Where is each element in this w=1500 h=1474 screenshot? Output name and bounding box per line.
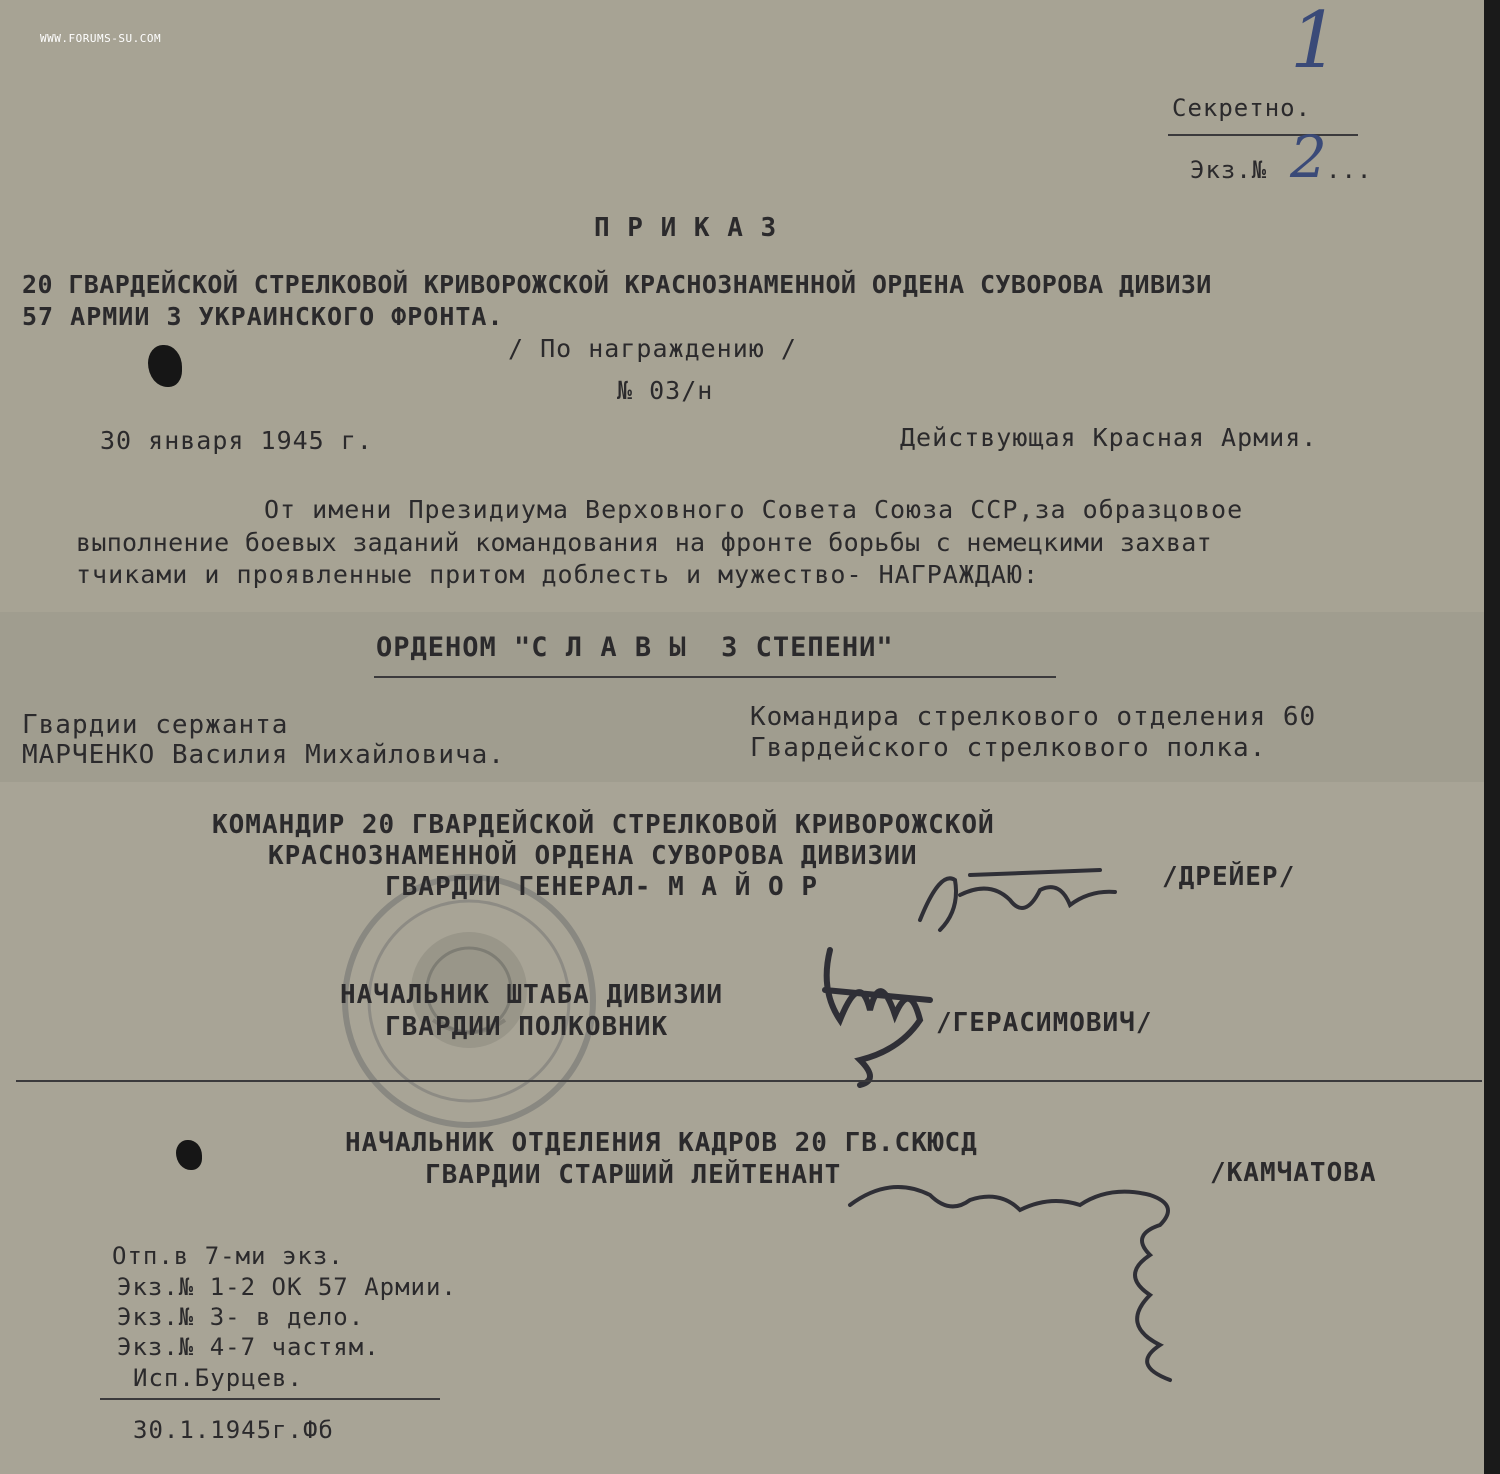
body-line1: От имени Президиума Верховного Совета Союза ССР,за образцовое — [264, 495, 1244, 524]
separator-line — [16, 1080, 1482, 1082]
order-place: Действующая Красная Армия. — [900, 423, 1318, 452]
scan-edge — [1484, 0, 1500, 1474]
distribution-line2: Экз.№ 1-2 ОК 57 Армии. — [117, 1273, 457, 1301]
copy-suffix: ... — [1326, 156, 1373, 184]
copy-label: Экз.№ — [1190, 156, 1268, 184]
awardee-rank: Гвардии сержанта — [22, 710, 289, 740]
secrecy-underline — [1168, 134, 1358, 136]
commander-line3: ГВАРДИИ ГЕНЕРАЛ- М А Й О Р — [385, 872, 818, 902]
personnel-chief-name: /КАМЧАТОВА — [1210, 1158, 1377, 1188]
awardee-position-line2: Гвардейского стрелкового полка. — [750, 733, 1267, 763]
watermark: WWW.FORUMS-SU.COM — [40, 32, 162, 45]
order-heading: П Р И К А З — [594, 213, 778, 243]
order-title-line1: 20 ГВАРДЕЙСКОЙ СТРЕЛКОВОЙ КРИВОРОЖСКОЙ КРАСНОЗНАМЕННОЙ ОРДЕНА СУВОРОВА ДИВИЗИ — [22, 270, 1212, 299]
body-line3: тчиками и проявленные притом доблесть и мужество- НАГРАЖДАЮ: — [76, 560, 1040, 589]
page-number-handwritten: 1 — [1290, 0, 1341, 86]
award-underline — [374, 676, 1056, 678]
commander-signature — [900, 850, 1150, 940]
chief-of-staff-name: /ГЕРАСИМОВИЧ/ — [936, 1008, 1153, 1038]
personnel-chief-signature — [830, 1165, 1210, 1395]
awardee-name: МАРЧЕНКО Василия Михайловича. — [22, 740, 505, 770]
distribution-line4: Экз.№ 4-7 частям. — [117, 1333, 380, 1361]
personnel-chief-line2: ГВАРДИИ СТАРШИЙ ЛЕЙТЕНАНТ — [425, 1160, 842, 1190]
distribution-line1: Отп.в 7-ми экз. — [112, 1242, 344, 1270]
commander-line1: КОМАНДИР 20 ГВАРДЕЙСКОЙ СТРЕЛКОВОЙ КРИВОРОЖСКОЙ — [212, 810, 995, 840]
body-line2: выполнение боевых заданий командования на фронте борьбы с немецкими захват — [76, 528, 1212, 557]
commander-line2: КРАСНОЗНАМЕННОЙ ОРДЕНА СУВОРОВА ДИВИЗИИ — [268, 841, 918, 871]
punch-hole-bottom — [176, 1140, 202, 1170]
distribution-line5: Исп.Бурцев. — [133, 1364, 303, 1392]
award-title: ОРДЕНОМ "С Л А В Ы 3 СТЕПЕНИ" — [376, 632, 894, 663]
distribution-underline — [100, 1398, 440, 1400]
footer-date: 30.1.1945г.Фб — [133, 1416, 334, 1444]
order-title-line2: 57 АРМИИ 3 УКРАИНСКОГО ФРОНТА. — [22, 302, 504, 331]
secrecy-label: Секретно. — [1172, 94, 1312, 122]
commander-name: /ДРЕЙЕР/ — [1162, 862, 1296, 892]
chief-of-staff-signature — [800, 930, 950, 1090]
personnel-chief-line1: НАЧАЛЬНИК ОТДЕЛЕНИЯ КАДРОВ 20 ГВ.СКЮСД — [345, 1128, 978, 1158]
distribution-line3: Экз.№ 3- в дело. — [117, 1303, 365, 1331]
order-date: 30 января 1945 г. — [100, 426, 373, 455]
chief-of-staff-line1: НАЧАЛЬНИК ШТАБА ДИВИЗИИ — [340, 980, 724, 1010]
chief-of-staff-line2: ГВАРДИИ ПОЛКОВНИК — [385, 1012, 669, 1042]
order-number: № 03/н — [617, 376, 714, 405]
copy-number-handwritten: 2 — [1290, 123, 1328, 191]
order-subject: / По награждению / — [508, 334, 797, 363]
awardee-position-line1: Командира стрелкового отделения 60 — [750, 702, 1317, 732]
